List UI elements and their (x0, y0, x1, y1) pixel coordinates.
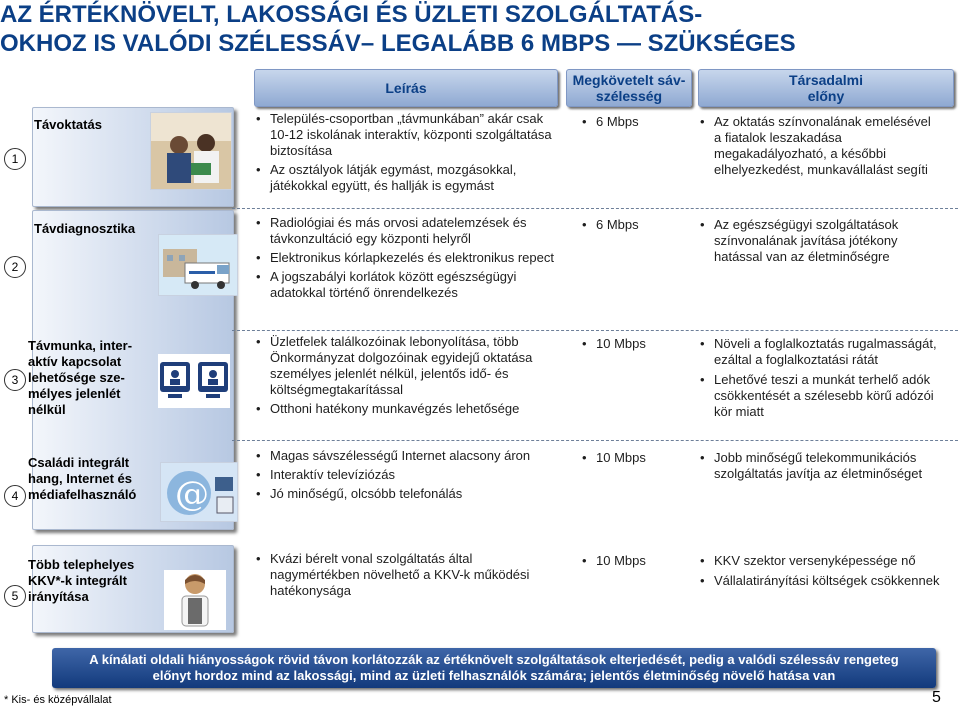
internet-at-icon (160, 462, 238, 522)
description-item: • Radiológiai és más orvosi adatelemzések és távkonzultáció egy központi helyről (256, 215, 556, 247)
label-line: irányítása (28, 589, 89, 604)
label-line: hang, Internet és (28, 471, 133, 486)
row-2-bandwidth (582, 217, 682, 236)
header-benefit (698, 69, 954, 107)
description-item: • Település-csoportban „távmunkában” akár csak 10-12 iskolának interaktív, központi szolgáltatása biztosítása (256, 111, 556, 159)
bandwidth-value: • 10 Mbps (582, 553, 682, 569)
label-line: Távdiagnosztika (34, 221, 136, 236)
row-1-label (34, 117, 102, 133)
row-4-number: 4 (4, 485, 26, 507)
page-title (0, 0, 900, 58)
row-4-benefits (700, 450, 950, 486)
label-line: aktív kapcsolat (28, 354, 122, 369)
description-item: • Kvázi bérelt vonal szolgáltatás által nagymértékben növelhető a KKV-k működési hatékonysága (256, 551, 556, 599)
row-2-number: 2 (4, 256, 26, 278)
row-separator-2 (232, 330, 958, 331)
bandwidth-value: • 10 Mbps (582, 336, 682, 352)
row-separator-3 (232, 440, 958, 441)
row-3-number: 3 (4, 369, 26, 391)
header-description (254, 69, 558, 107)
conclusion-banner (52, 648, 936, 688)
benefit-item: • KKV szektor versenyképessége nő (700, 553, 940, 569)
row-5-bandwidth (582, 553, 682, 572)
conclusion-line-2: előnyt hordoz mind az lakossági, mind az üzleti felhasználók számára; jelentős életminőség növelő hatása van (152, 668, 836, 683)
row-5-description (256, 551, 556, 602)
header-benefit-line-2: előny (807, 88, 845, 104)
description-item: • Magas sávszélességű Internet alacsony áron (256, 448, 556, 464)
benefit-item: • Az oktatás színvonalának emelésével a fiatalok leszakadása megakadályozható, a későbbi elhelyezkedést, munkavállalást segíti (700, 114, 940, 178)
bandwidth-value: • 6 Mbps (582, 114, 682, 130)
label-line: Családi integrált (28, 455, 130, 470)
benefit-item: • Vállalatirányítási költségek csökkennek (700, 573, 940, 589)
label-line: KKV*-k integrált (28, 573, 127, 588)
row-2-label (34, 221, 135, 237)
benefit-item: • Lehetővé teszi a munkát terhelő adók csökkentését a szélesebb körű adózói kör miatt (700, 372, 940, 420)
row-1-benefits (700, 114, 940, 182)
title-line-1: AZ ÉRTÉKNÖVELT, LAKOSSÁGI ÉS ÜZLETI SZOLGÁLTATÁS- (0, 1, 703, 28)
row-5-number: 5 (4, 585, 26, 607)
ambulance-photo (158, 234, 238, 296)
description-item: • Otthoni hatékony munkavégzés lehetősége (256, 401, 556, 417)
row-5-label (28, 557, 134, 605)
label-line: nélkül (28, 402, 66, 417)
row-3-bandwidth (582, 336, 682, 355)
row-3-description (256, 334, 556, 420)
description-item: • Jó minőségű, olcsóbb telefonálás (256, 486, 556, 502)
footnote: * Kis- és középvállalat (4, 694, 112, 706)
header-bandwidth-line-1: Megkövetelt sáv- (572, 72, 686, 88)
header-benefit-line-1: Társadalmi (789, 72, 863, 88)
label-line: Távmunka, inter- (28, 338, 133, 353)
label-line: mélyes jelenlét (28, 386, 121, 401)
row-separator-1 (232, 208, 958, 209)
row-4-label (28, 455, 136, 503)
row-3-label (28, 338, 132, 418)
label-line: Távoktatás (34, 117, 102, 132)
description-item: • Elektronikus kórlapkezelés és elektronikus repect (256, 250, 556, 266)
conclusion-line-1: A kínálati oldali hiányosságok rövid távon korlátozzák az értéknövelt szolgáltatások elterjedését, pedig a valódi szélessáv rengeteg (89, 652, 899, 667)
label-line: médiafelhasználó (28, 487, 137, 502)
bandwidth-value: • 10 Mbps (582, 450, 682, 466)
label-line: Több telephelyes (28, 557, 135, 572)
video-conference-icon (158, 354, 230, 408)
row-1-number: 1 (4, 148, 26, 170)
title-line-2: OKHOZ IS VALÓDI SZÉLESSÁV– LEGALÁBB 6 MBPS — SZÜKSÉGES (0, 30, 796, 57)
business-woman-photo (164, 570, 226, 630)
row-5-benefits (700, 553, 940, 593)
row-1-bandwidth (582, 114, 682, 133)
row-1-description (256, 111, 556, 197)
bandwidth-value: • 6 Mbps (582, 217, 682, 233)
benefit-item: • Növeli a foglalkoztatás rugalmasságát, ezáltal a foglalkoztatási rátát (700, 336, 940, 368)
row-4-description (256, 448, 556, 505)
row-4-bandwidth (582, 450, 682, 469)
description-item: • Interaktív televíziózás (256, 467, 556, 483)
distance-learning-photo (150, 112, 232, 190)
description-item: • Üzletfelek találkozóinak lebonyolítása, több Önkormányzat dolgozóinak egyidejű oktatása személyes jelenlét nélkül, jelentős idő- és költségmegtakarítással (256, 334, 556, 398)
header-description-label: Leírás (385, 80, 427, 96)
description-item: • A jogszabályi korlátok között egészségügyi adatokkal történő önrendelkezés (256, 269, 556, 301)
row-2-benefits (700, 217, 940, 269)
row-3-benefits (700, 336, 940, 424)
svg-text:@: @ (175, 474, 209, 514)
header-bandwidth-line-2: szélesség (595, 88, 663, 104)
description-item: • Az osztályok látják egymást, mozgásokkal, játékokkal együtt, és hallják is egymást (256, 162, 556, 194)
benefit-item: • Jobb minőségű telekommunikációs szolgáltatás javítja az életminőséget (700, 450, 950, 482)
row-2-description (256, 215, 556, 304)
label-line: lehetősége sze- (28, 370, 125, 385)
benefit-item: • Az egészségügyi szolgáltatások színvonalának javítása jótékony hatással van az életminőségre (700, 217, 940, 265)
page-number: 5 (932, 689, 941, 706)
header-bandwidth (566, 69, 692, 107)
